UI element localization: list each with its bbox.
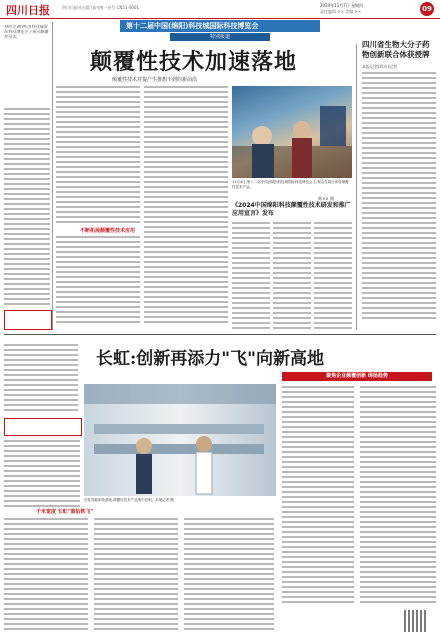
mid-story-col1 <box>232 222 270 332</box>
story1-col1b <box>56 236 140 326</box>
top-left-note <box>4 24 50 104</box>
story1-col2 <box>144 86 228 326</box>
mid-story-col2 <box>273 222 311 332</box>
masthead <box>0 0 440 19</box>
story2-col-a <box>4 440 80 510</box>
story2-bottom-col2 <box>94 518 178 633</box>
mid-story-headline: 《2024中国绵阳科技颠覆性技术研发和推广应用宣言》发布 <box>232 202 351 217</box>
mid-story-col3 <box>314 222 352 332</box>
sidebar-byline: 本报记者(四川)记者 <box>362 64 398 69</box>
story2-bottom-col1 <box>4 518 88 633</box>
issue-info: 四川日报社出版 国内统一刊号 CN51-0001 <box>62 5 140 10</box>
left-column-box <box>4 310 52 330</box>
story2-left-note <box>4 344 78 414</box>
story1-byline: 陈×× 摄 <box>318 196 334 201</box>
story2-right-col1 <box>282 386 354 606</box>
note-caption: 特约记者(四川)科技城国际科技博览会上展示颠覆性技术。 <box>4 24 48 39</box>
story2-left-box <box>4 418 82 436</box>
editor-line: 责任编辑 ×× 美编 ×× <box>320 9 362 14</box>
sidebar-headline: 四川省生物大分子药物创新联合体获授牌 <box>362 40 430 59</box>
story2-headline: 长虹:创新再添力"飞"向新高地 <box>96 349 324 369</box>
sidebar-col1 <box>362 72 436 322</box>
event-banner-subtitle: 特别报道 <box>170 33 270 41</box>
story1-col1 <box>56 86 140 226</box>
date-line: 2024年11月7日 星期四 <box>320 3 364 8</box>
page-number-badge: 09 <box>420 2 434 16</box>
story2-photo <box>84 384 276 496</box>
story1-photo-caption: 11月4日,第十二届中国(绵阳)科技城国际科技博览会上,观众在展台体验颠覆性技术产品。 <box>232 180 349 189</box>
qr-code <box>404 610 426 632</box>
story1-subhead: 不断拓展颠覆性技术应用 <box>80 228 136 234</box>
newspaper-logo: 四川日报 <box>6 4 50 17</box>
story2-red-subhead: 聚焦企业颠覆创新 绵扬趋势 <box>282 372 432 381</box>
story2-subhead-left: 千米宽度 长虹"黑钻铁飞" <box>36 509 93 515</box>
story1-headline: 颠覆性技术加速落地 <box>90 49 298 75</box>
story1-photo <box>232 86 352 178</box>
story2-bottom-col3 <box>184 518 274 633</box>
story2-right-col2 <box>360 386 436 606</box>
left-column-text <box>4 108 50 308</box>
event-banner-title: 第十二届中国(绵阳)科技城国际科技博览会 <box>126 22 259 30</box>
story1-deck: 颠覆性技术对提产生推想不到的新前沿 <box>112 77 198 83</box>
story2-photo-caption: 长虹智能制造基地,颠覆性技术产品集中亮相。本报记者 摄 <box>84 498 174 502</box>
